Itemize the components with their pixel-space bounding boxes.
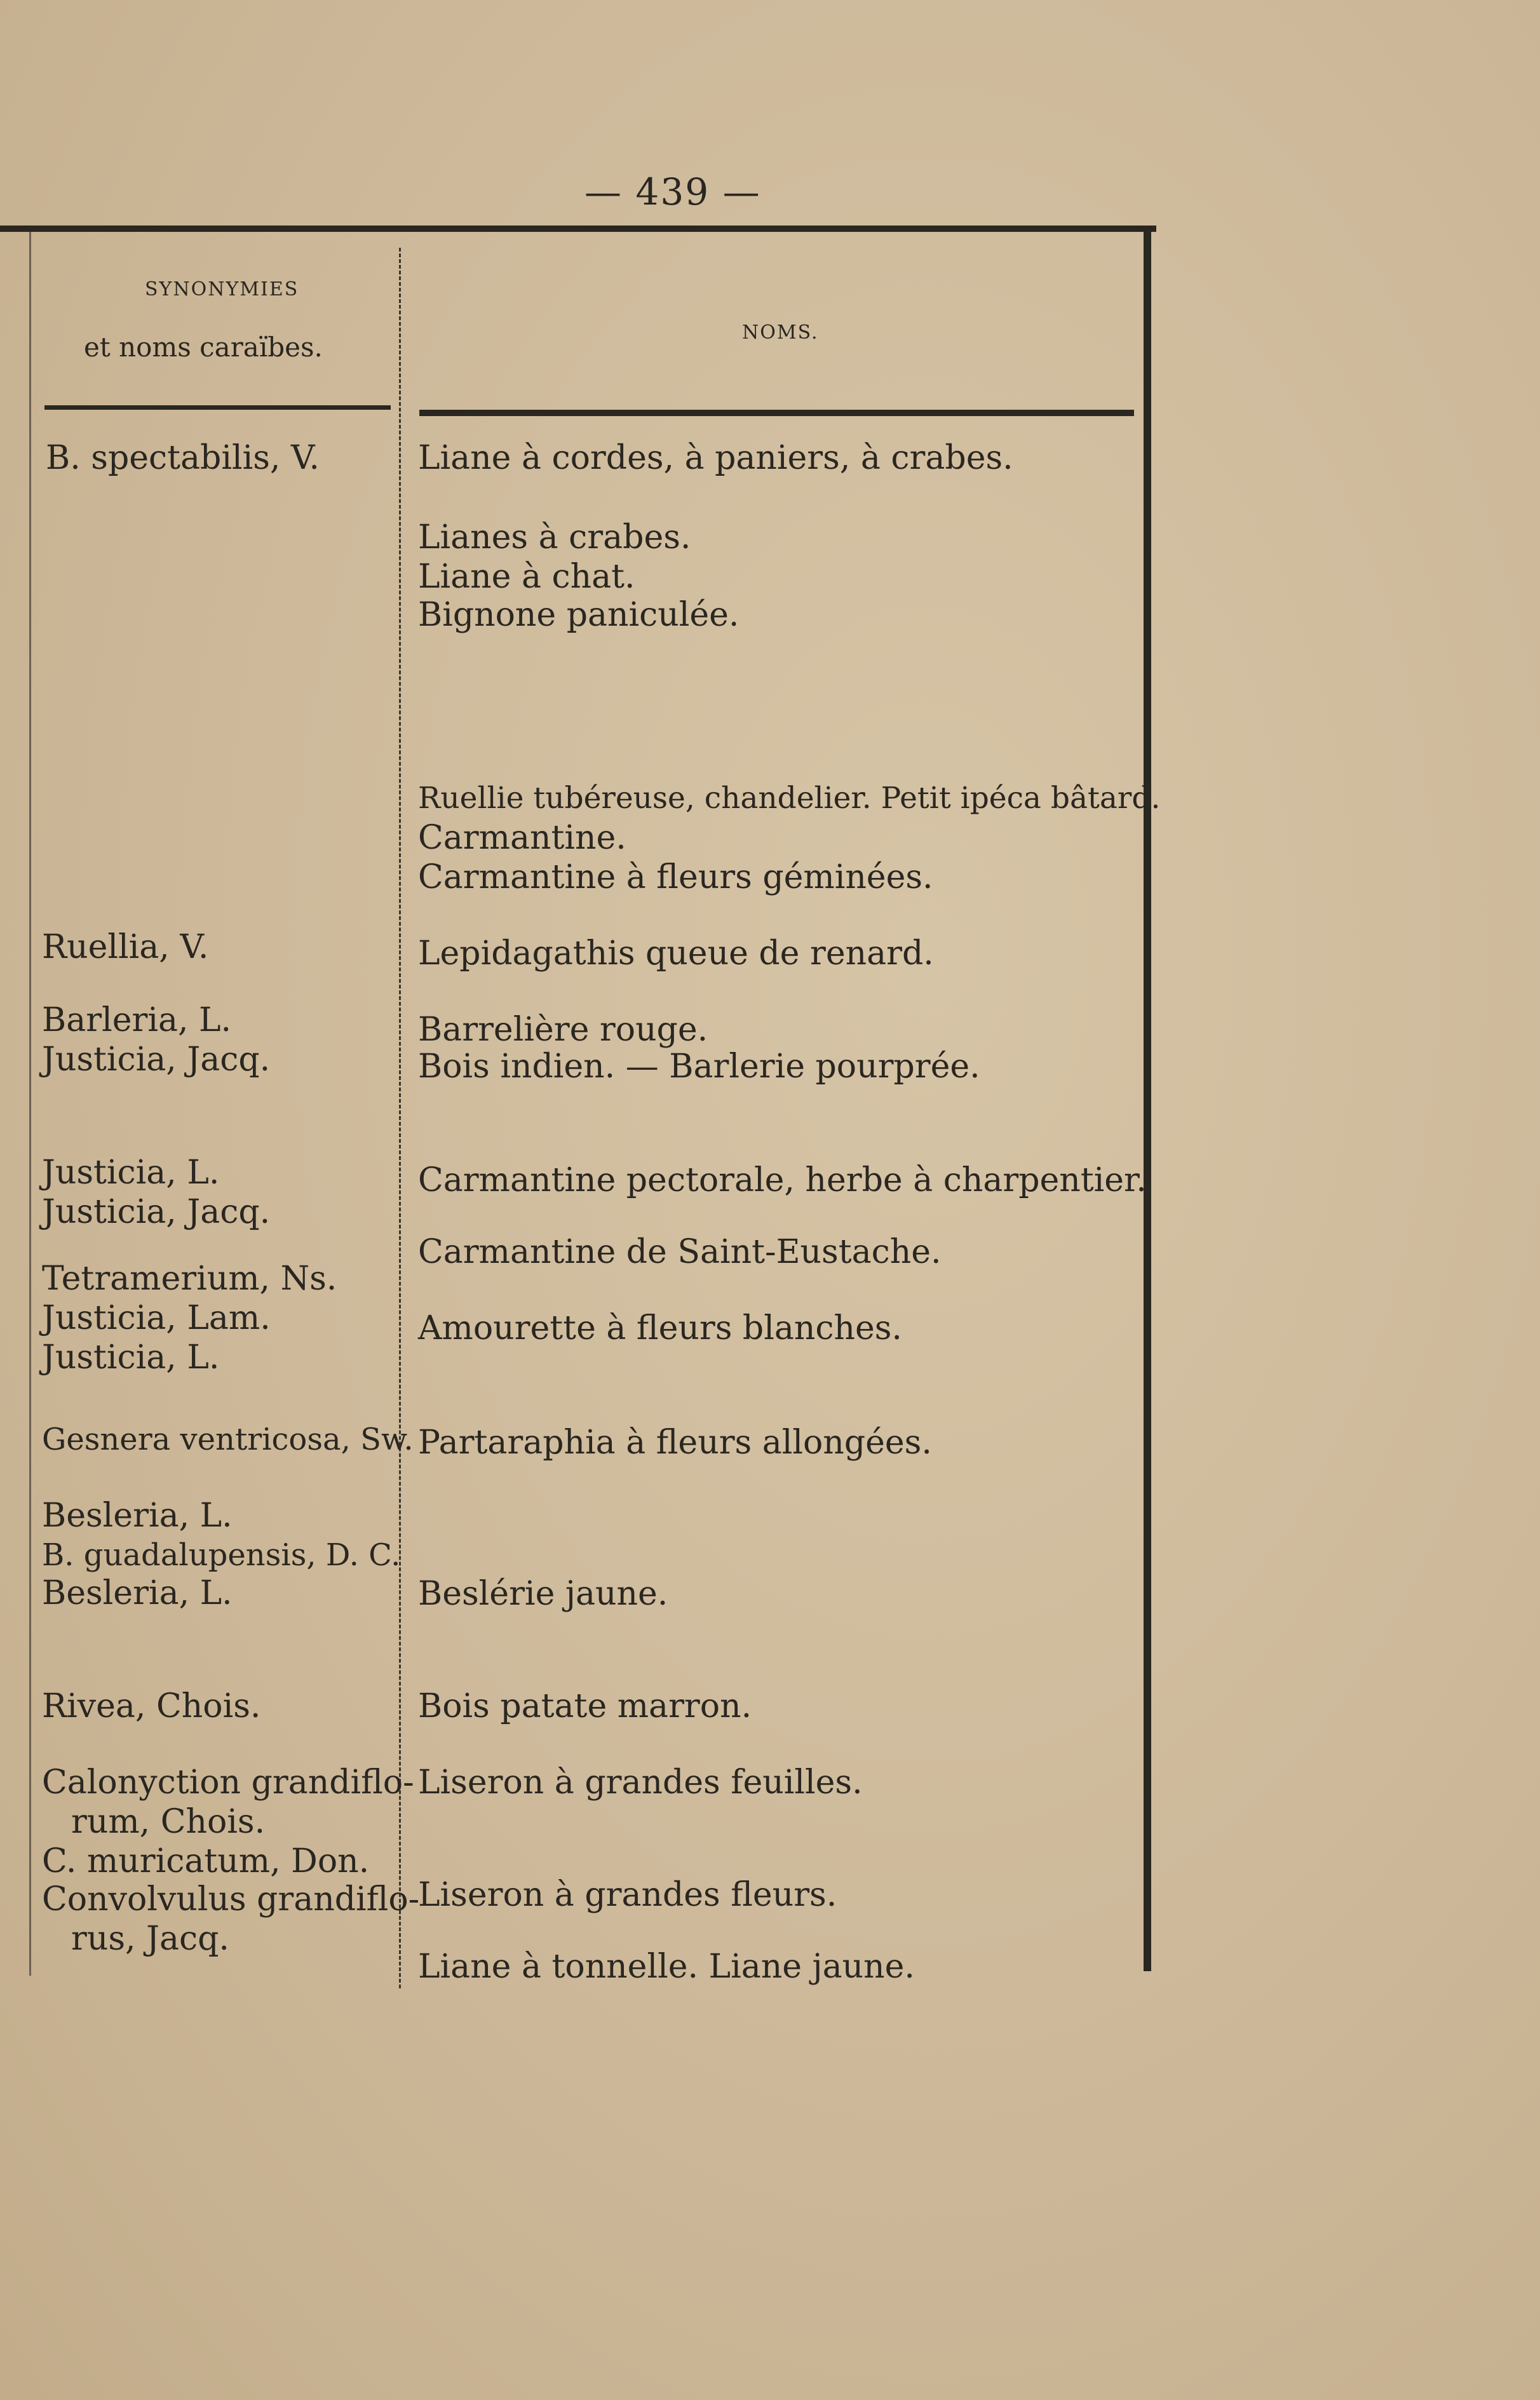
synonym-entry: Gesnera ventricosa, Sw. bbox=[42, 1422, 414, 1457]
name-entry: Liane à chat. bbox=[418, 558, 635, 596]
synonym-entry: Convolvulus grandiflo- bbox=[42, 1880, 420, 1918]
name-entry: Bignone paniculée. bbox=[418, 596, 740, 634]
name-entry: Liane à tonnelle. Liane jaune. bbox=[418, 1948, 915, 1986]
name-entry: Amourette à fleurs blanches. bbox=[418, 1309, 902, 1347]
table-left-border bbox=[29, 232, 31, 1976]
name-entry: Ruellie tubéreuse, chandelier. Petit ipéca bâtard. bbox=[418, 781, 1161, 816]
name-entry: Partaraphia à fleurs allongées. bbox=[418, 1424, 932, 1462]
name-entry: Bois indien. — Barlerie pourprée. bbox=[418, 1048, 980, 1086]
synonym-entry: C. muricatum, Don. bbox=[42, 1842, 370, 1880]
header-noms: NOMS. bbox=[742, 321, 819, 344]
header-rule-right bbox=[419, 410, 1134, 416]
synonym-entry: Besleria, L. bbox=[42, 1497, 233, 1535]
name-entry: Lepidagathis queue de renard. bbox=[418, 934, 934, 973]
synonym-entry: Justicia, L. bbox=[42, 1338, 220, 1377]
name-entry: Carmantine de Saint-Eustache. bbox=[418, 1233, 942, 1271]
synonym-entry: Justicia, Jacq. bbox=[42, 1193, 271, 1231]
table-right-border bbox=[1144, 226, 1151, 1971]
column-divider bbox=[399, 248, 401, 1988]
synonym-entry: B. guadalupensis, D. C. bbox=[42, 1537, 401, 1573]
synonym-entry: Justicia, L. bbox=[42, 1154, 220, 1192]
synonym-entry: rus, Jacq. bbox=[71, 1920, 229, 1958]
synonym-entry: Besleria, L. bbox=[42, 1574, 233, 1612]
header-noms-caraibes: et noms caraïbes. bbox=[84, 332, 323, 363]
name-entry: Carmantine. bbox=[418, 819, 626, 857]
synonym-entry: rum, Chois. bbox=[71, 1803, 266, 1841]
name-entry: Carmantine pectorale, herbe à charpentier. bbox=[418, 1161, 1147, 1199]
name-entry: Barrelière rouge. bbox=[418, 1011, 708, 1049]
synonym-entry: Justicia, Lam. bbox=[42, 1299, 271, 1337]
name-entry: Liane à cordes, à paniers, à crabes. bbox=[418, 439, 1013, 477]
name-entry: Bois patate marron. bbox=[418, 1687, 752, 1725]
synonym-entry: B. spectabilis, V. bbox=[46, 439, 320, 477]
name-entry: Lianes à crabes. bbox=[418, 518, 691, 556]
name-entry: Liseron à grandes fleurs. bbox=[418, 1876, 837, 1914]
name-entry: Carmantine à fleurs géminées. bbox=[418, 858, 933, 896]
table-top-rule bbox=[0, 226, 1156, 232]
synonym-entry: Tetramerium, Ns. bbox=[42, 1260, 337, 1298]
page-number: — 439 — bbox=[584, 170, 761, 213]
synonym-entry: Rivea, Chois. bbox=[42, 1687, 261, 1725]
synonym-entry: Justicia, Jacq. bbox=[42, 1041, 271, 1079]
synonym-entry: Calonyction grandiflo- bbox=[42, 1763, 414, 1802]
synonym-entry: Barleria, L. bbox=[42, 1001, 232, 1039]
name-entry: Beslérie jaune. bbox=[418, 1575, 668, 1613]
header-synonymies: SYNONYMIES bbox=[145, 278, 299, 300]
header-rule-left bbox=[44, 405, 391, 410]
name-entry: Liseron à grandes feuilles. bbox=[418, 1763, 863, 1802]
synonym-entry: Ruellia, V. bbox=[42, 928, 209, 966]
